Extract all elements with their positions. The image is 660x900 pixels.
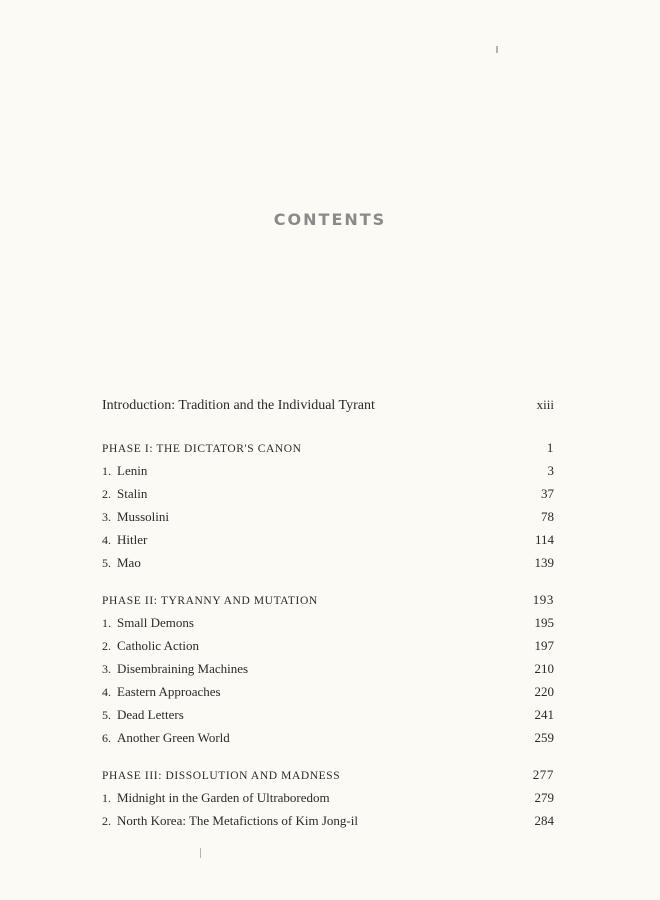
toc-chapter-page: 220	[534, 684, 554, 699]
toc-chapter-label: Catholic Action	[117, 638, 199, 653]
toc-chapter-page: 241	[534, 707, 554, 722]
toc-chapter-number: 4.	[102, 533, 111, 547]
toc-chapter	[102, 786, 554, 809]
toc-phase-page: 277	[532, 767, 554, 782]
toc-chapter-number: 5.	[102, 708, 111, 722]
toc-chapter-label: Mussolini	[117, 509, 170, 524]
toc-chapter	[102, 634, 554, 657]
toc-chapter-label: North Korea: The Metafictions of Kim Jong-il	[117, 813, 358, 828]
toc-introduction-label: Introduction: Tradition and the Individual Tyrant	[102, 398, 375, 413]
toc-chapter	[102, 528, 554, 551]
toc-chapter	[102, 680, 554, 703]
toc-introduction	[102, 388, 554, 422]
toc-phase-page: 193	[532, 592, 554, 607]
toc-chapter-number: 3.	[102, 662, 111, 676]
toc-chapter	[102, 459, 554, 482]
toc-chapter-page: 3	[547, 463, 554, 478]
toc-chapter-number: 3.	[102, 510, 111, 524]
toc-chapter-number: 1.	[102, 464, 111, 478]
toc-chapter	[102, 657, 554, 680]
toc-chapter-page: 284	[534, 813, 554, 828]
table-of-contents	[102, 388, 554, 832]
toc-chapter-page: 78	[541, 509, 554, 524]
toc-chapter-number: 5.	[102, 556, 111, 570]
toc-chapter-page: 197	[534, 638, 554, 653]
toc-chapter-label: Another Green World	[117, 730, 230, 745]
toc-chapter-number: 2.	[102, 639, 111, 653]
toc-chapter-number: 1.	[102, 791, 111, 805]
toc-chapter	[102, 726, 554, 749]
toc-chapter-label: Stalin	[117, 486, 148, 501]
toc-chapter-label: Hitler	[117, 532, 148, 547]
toc-chapter	[102, 703, 554, 726]
page-title: CONTENTS	[273, 210, 387, 229]
toc-chapter-page: 279	[534, 790, 554, 805]
toc-chapter-label: Midnight in the Garden of Ultraboredom	[117, 790, 330, 805]
toc-chapter-page: 37	[541, 486, 554, 501]
toc-chapter-page: 210	[534, 661, 554, 676]
toc-chapter-label: Mao	[117, 555, 141, 570]
toc-phase-label: PHASE II: TYRANNY AND MUTATION	[102, 595, 318, 607]
toc-phase-3	[102, 763, 554, 786]
toc-chapter-number: 1.	[102, 616, 111, 630]
toc-introduction-page: xiii	[536, 397, 554, 412]
scan-speck	[496, 46, 498, 53]
toc-phase-1	[102, 436, 554, 459]
toc-chapter-page: 259	[534, 730, 554, 745]
scan-speck	[200, 848, 201, 858]
toc-chapter-label: Lenin	[117, 463, 148, 478]
toc-chapter	[102, 809, 554, 832]
toc-chapter-label: Small Demons	[117, 615, 194, 630]
toc-chapter	[102, 611, 554, 634]
toc-chapter-page: 139	[534, 555, 554, 570]
toc-chapter-number: 2.	[102, 487, 111, 501]
toc-chapter-number: 6.	[102, 731, 111, 745]
toc-chapter-page: 195	[534, 615, 554, 630]
toc-phase-2	[102, 588, 554, 611]
toc-phase-page: 1	[546, 440, 554, 455]
toc-chapter-label: Eastern Approaches	[117, 684, 221, 699]
toc-chapter-page: 114	[534, 532, 554, 547]
toc-chapter	[102, 551, 554, 574]
toc-phase-label: PHASE I: THE DICTATOR'S CANON	[102, 443, 302, 455]
toc-chapter-label: Dead Letters	[117, 707, 184, 722]
toc-phase-label: PHASE III: DISSOLUTION AND MADNESS	[102, 770, 341, 782]
toc-chapter	[102, 505, 554, 528]
toc-chapter-label: Disembraining Machines	[117, 661, 249, 676]
toc-chapter	[102, 482, 554, 505]
toc-chapter-number: 2.	[102, 814, 111, 828]
toc-chapter-number: 4.	[102, 685, 111, 699]
